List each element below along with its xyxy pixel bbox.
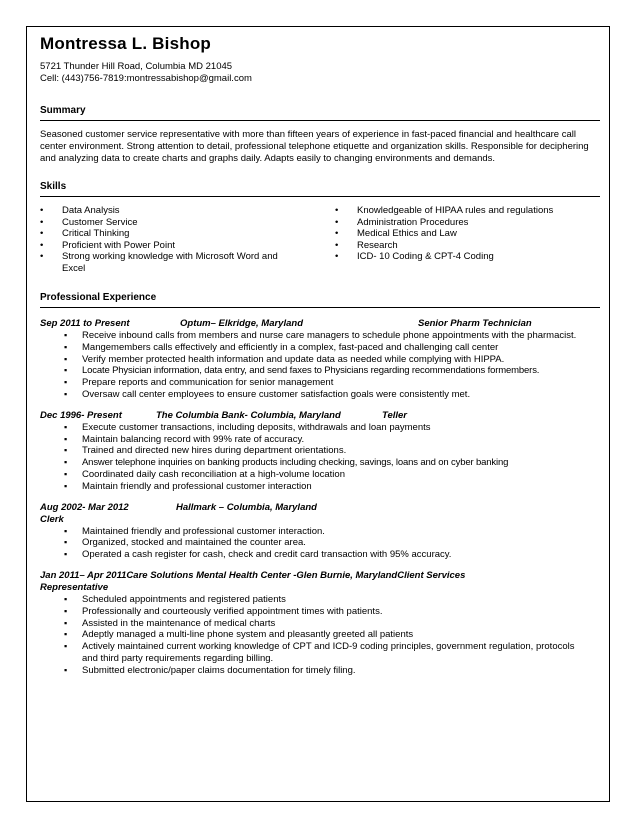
skill-item: • Administration Procedures	[335, 217, 600, 229]
skills-column-left	[40, 205, 335, 274]
job-heading	[40, 502, 600, 514]
skills-divider	[40, 196, 600, 197]
job-duties	[40, 422, 600, 493]
duty-item: ▪ Submitted electronic/paper claims documentation for timely filing.	[40, 665, 600, 677]
skill-item: • Research	[335, 240, 600, 252]
skill-item: • Medical Ethics and Law	[335, 228, 600, 240]
summary-divider	[40, 120, 600, 121]
phone-email-line: Cell: (443)756-7819:montressabishop@gmail.com	[40, 73, 252, 84]
contact-block	[40, 61, 600, 85]
duty-item: ▪ Actively maintained current working knowledge of CPT and ICD-9 coding principles, government regulation, protocols and third party requirements regarding billing.	[40, 641, 582, 665]
resume-page	[26, 26, 610, 802]
job-entry-optum	[40, 318, 600, 401]
skill-item: • Critical Thinking	[40, 228, 335, 240]
job-dates: Sep 2011 to Present	[40, 318, 130, 329]
job-employer: Hallmark – Columbia, Maryland	[176, 501, 317, 513]
duty-item: ▪ Organized, stocked and maintained the counter area.	[40, 537, 600, 549]
duty-item: ▪ Maintained friendly and professional customer interaction.	[40, 526, 600, 538]
duty-item: ▪ Execute customer transactions, including deposits, withdrawals and loan payments	[40, 422, 600, 434]
duty-item: ▪ Coordinated daily cash reconciliation at a high-volume location	[40, 469, 600, 481]
duty-item: ▪ Oversaw call center employees to ensure customer satisfaction goals were consistently met.	[40, 389, 600, 401]
duty-item: ▪ Mangemembers calls effectively and efficiently in a complex, fast-paced and challenging call center	[40, 342, 600, 354]
skill-item: • Strong working knowledge with Microsoft Word and Excel	[40, 251, 287, 274]
job-employer: The Columbia Bank- Columbia, Maryland	[156, 409, 341, 421]
duty-item: ▪ Answer telephone inquiries on banking products including checking, savings, loans and on cyber banking	[40, 457, 600, 469]
skill-item: • ICD- 10 Coding & CPT-4 Coding	[335, 251, 600, 263]
duty-item: ▪ Locate Physician information, data entry, and send faxes to Physicians regarding recommendations formembers.	[40, 365, 600, 377]
duty-item: ▪ Verify member protected health information and update data as needed while complying with HIPPA.	[40, 354, 600, 366]
job-role: Clerk	[40, 513, 64, 525]
job-heading	[40, 318, 600, 330]
job-duties	[40, 526, 600, 561]
skills-heading: Skills	[40, 181, 67, 192]
job-entry-care-solutions	[40, 570, 600, 677]
duty-item: ▪ Maintain balancing record with 99% rate of accuracy.	[40, 434, 600, 446]
job-role: Teller	[382, 409, 407, 421]
address-line: 5721 Thunder Hill Road, Columbia MD 21045	[40, 61, 233, 72]
duty-item: ▪ Adeptly managed a multi-line phone system and pleasantly greeted all patients	[40, 629, 600, 641]
job-employer: Optum– Elkridge, Maryland	[180, 318, 303, 329]
skills-list	[40, 205, 600, 274]
job-heading: Jan 2011– Apr 2011Care Solutions Mental Health Center -Glen Burnie, MarylandClient Services Representative	[40, 569, 466, 593]
skill-item: • Knowledgeable of HIPAA rules and regulations	[335, 205, 600, 217]
job-entry-columbia-bank	[40, 410, 600, 493]
skill-item: • Customer Service	[40, 217, 335, 229]
job-dates: Aug 2002- Mar 2012	[40, 501, 129, 513]
job-role: Senior Pharm Technician	[418, 318, 532, 329]
duty-item: ▪ Receive inbound calls from members and nurse care managers to schedule phone appointments with the pharmacist.	[40, 330, 600, 342]
job-duties	[40, 330, 600, 401]
skill-item: • Proficient with Power Point	[40, 240, 335, 252]
resume-content	[40, 33, 600, 677]
job-dates: Dec 1996- Present	[40, 409, 122, 421]
skill-item: • Data Analysis	[40, 205, 335, 217]
summary-text: Seasoned customer service representative with more than fifteen years of experience in fast-paced financial and healthcare call center environment. Strong attention to detail, professional telephone etiquette and organization skills. Responsible for deciphering and analyzing data to create charts and graphs daily. Adapts easily to changing environments and demands.	[40, 129, 589, 164]
summary-heading: Summary	[40, 105, 86, 116]
candidate-name: Montressa L. Bishop	[40, 34, 211, 53]
job-heading	[40, 410, 600, 422]
duty-item: ▪ Scheduled appointments and registered patients	[40, 594, 600, 606]
duty-item: ▪ Professionally and courteously verified appointment times with patients.	[40, 606, 600, 618]
experience-divider	[40, 307, 600, 308]
job-duties	[40, 594, 600, 677]
skills-column-right	[335, 205, 600, 274]
job-entry-hallmark	[40, 502, 600, 561]
duty-item: ▪ Assisted in the maintenance of medical charts	[40, 618, 600, 630]
duty-item: ▪ Operated a cash register for cash, check and credit card transaction with 95% accuracy.	[40, 549, 600, 561]
duty-item: ▪ Prepare reports and communication for senior management	[40, 377, 600, 389]
experience-heading: Professional Experience	[40, 292, 157, 303]
duty-item: ▪ Trained and directed new hires during department orientations.	[40, 445, 600, 457]
duty-item: ▪ Maintain friendly and professional customer interaction	[40, 481, 600, 493]
